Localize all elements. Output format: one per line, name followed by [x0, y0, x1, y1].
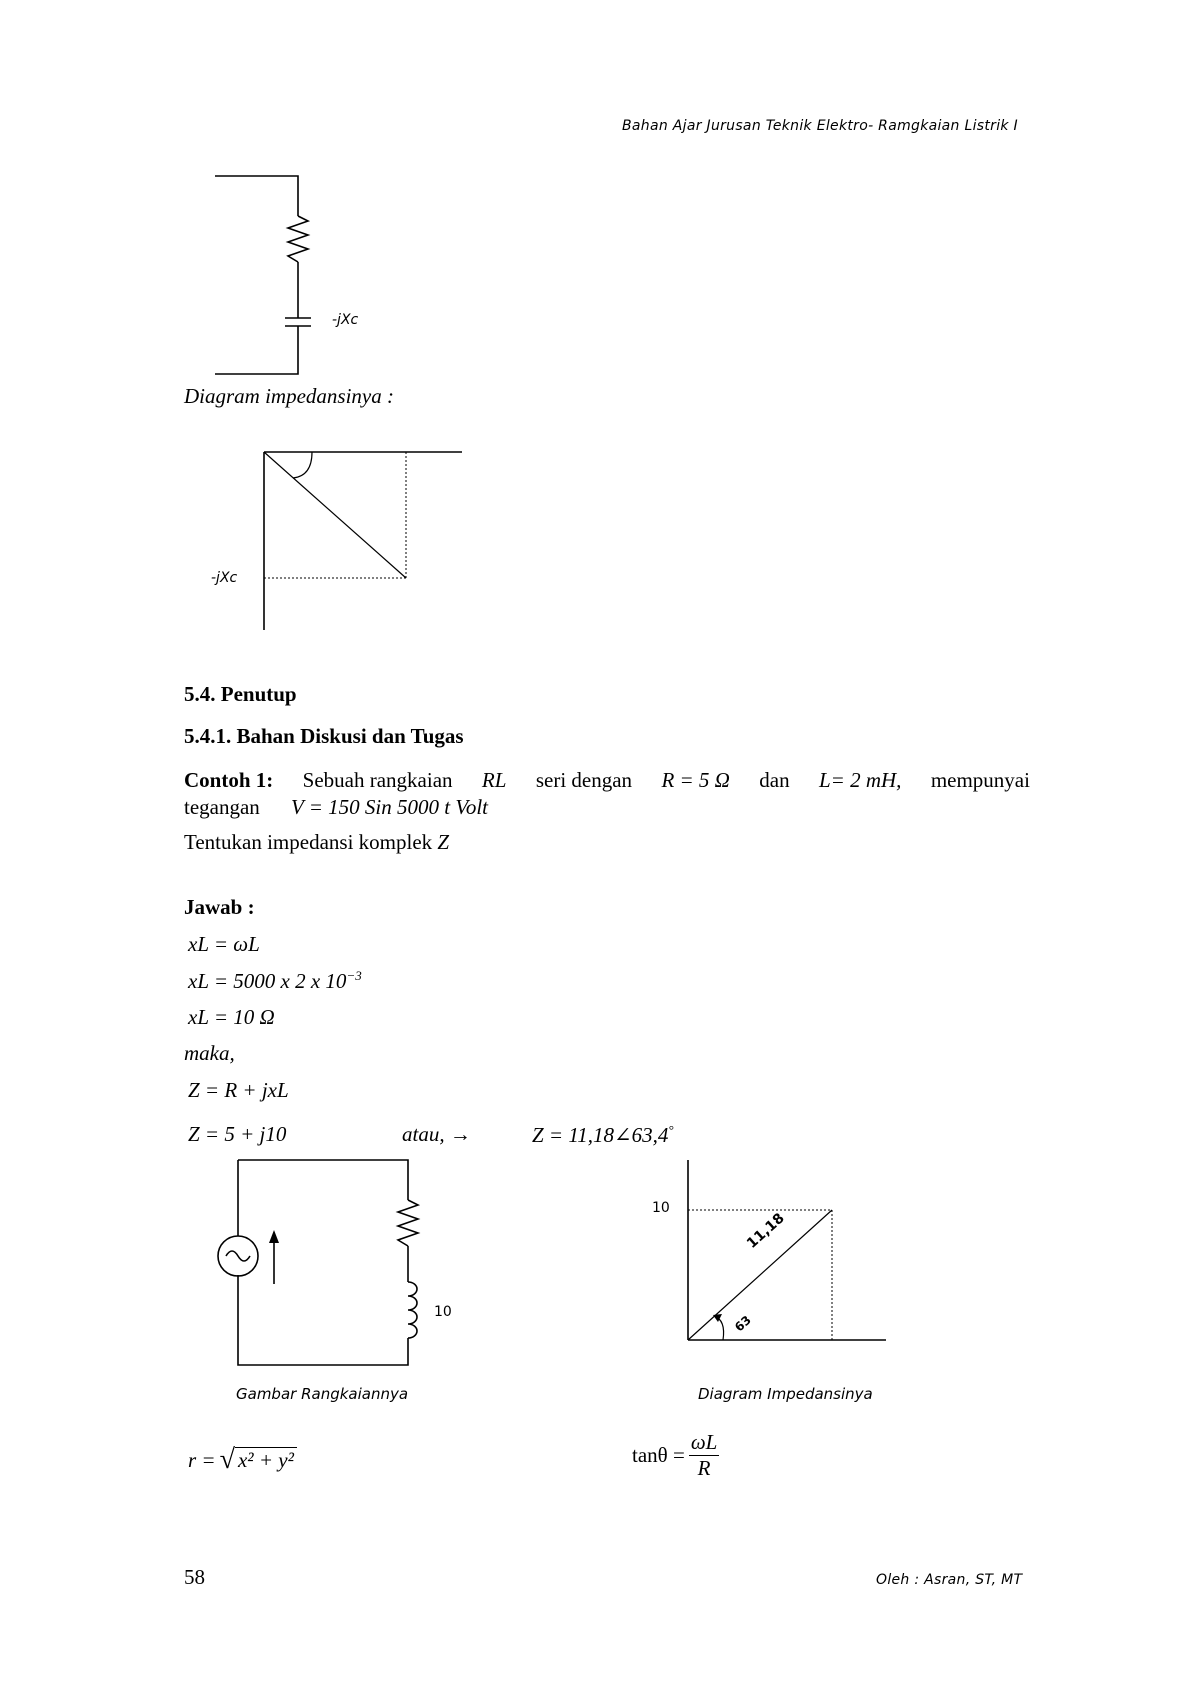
- question-text: Tentukan impedansi komplek: [184, 830, 433, 854]
- eq-xl-omega: xL = ωL: [188, 932, 260, 956]
- maka-text: maka,: [184, 1041, 235, 1065]
- subsection-heading: 5.4.1. Bahan Diskusi dan Tugas: [184, 724, 464, 748]
- sqrt-icon: √: [219, 1444, 235, 1475]
- eq-z-rect: Z = 5 + j10: [188, 1122, 287, 1146]
- circuit-caption: Gambar Rangkaiannya: [236, 1385, 409, 1403]
- problem-l: L= 2 mH,: [818, 768, 902, 792]
- problem-voltage: V = 150 Sin 5000 t Volt: [291, 795, 489, 819]
- problem-line-2: [184, 795, 488, 820]
- formula-tan-left: tanθ =: [632, 1443, 685, 1467]
- diagram-caption: Diagram Impedansinya: [698, 1385, 873, 1403]
- problem-text-b: seri dengan: [535, 768, 633, 792]
- problem-question: [184, 830, 449, 855]
- question-z: Z: [437, 830, 450, 854]
- problem-line2-a: tegangan: [184, 795, 260, 819]
- atau-arrow: atau, →: [402, 1122, 471, 1146]
- eq-xl-product: [188, 968, 362, 994]
- formula-r-radicand: x² + y²: [235, 1447, 297, 1473]
- eq-z-polar: [532, 1122, 674, 1148]
- formula-tan-den: R: [697, 1456, 711, 1480]
- eq-z-polar-deg: °: [668, 1122, 674, 1137]
- problem-text-a: Sebuah rangkaian: [302, 768, 453, 792]
- problem-text-c: mempunyai: [930, 768, 1030, 792]
- page-header: Bahan Ajar Jurusan Teknik Elektro- Ramgkaian Listrik I: [622, 118, 1018, 134]
- formula-r: [188, 1444, 297, 1476]
- inductor-value: 10: [434, 1304, 452, 1320]
- angle-value: 63: [732, 1312, 754, 1335]
- problem-r: R = 5 Ω: [661, 768, 730, 792]
- hypotenuse-value: 11,18: [744, 1210, 788, 1252]
- page-footer-author: Oleh : Asran, ST, MT: [876, 1572, 1023, 1588]
- formula-r-left: r =: [188, 1447, 216, 1472]
- problem-rl: RL: [481, 768, 507, 792]
- vertical-value: 10: [652, 1200, 670, 1216]
- eq-z-polar-value: Z = 11,18∠63,4: [532, 1123, 669, 1147]
- impedance-caption: Diagram impedansinya :: [184, 384, 394, 408]
- formula-tan-fraction: [689, 1430, 720, 1481]
- answer-label: Jawab :: [184, 895, 255, 919]
- formula-tan: [632, 1430, 719, 1481]
- problem-label: Contoh 1:: [184, 768, 274, 792]
- eq-z-definition: Z = R + jxL: [188, 1078, 289, 1102]
- eq-xl-value: xL = 10 Ω: [188, 1005, 275, 1029]
- section-heading: 5.4. Penutup: [184, 682, 297, 706]
- impedance-axis-label: -jXc: [211, 570, 238, 586]
- page-number: 58: [184, 1565, 205, 1589]
- formula-tan-num: ωL: [690, 1430, 718, 1454]
- problem-line-1: [184, 768, 1030, 793]
- eq-xl-product-exp: −3: [346, 968, 362, 983]
- eq-xl-product-base: xL = 5000 x 2 x 10: [188, 969, 347, 993]
- capacitor-label: -jXc: [332, 312, 359, 328]
- problem-dan: dan: [759, 768, 790, 792]
